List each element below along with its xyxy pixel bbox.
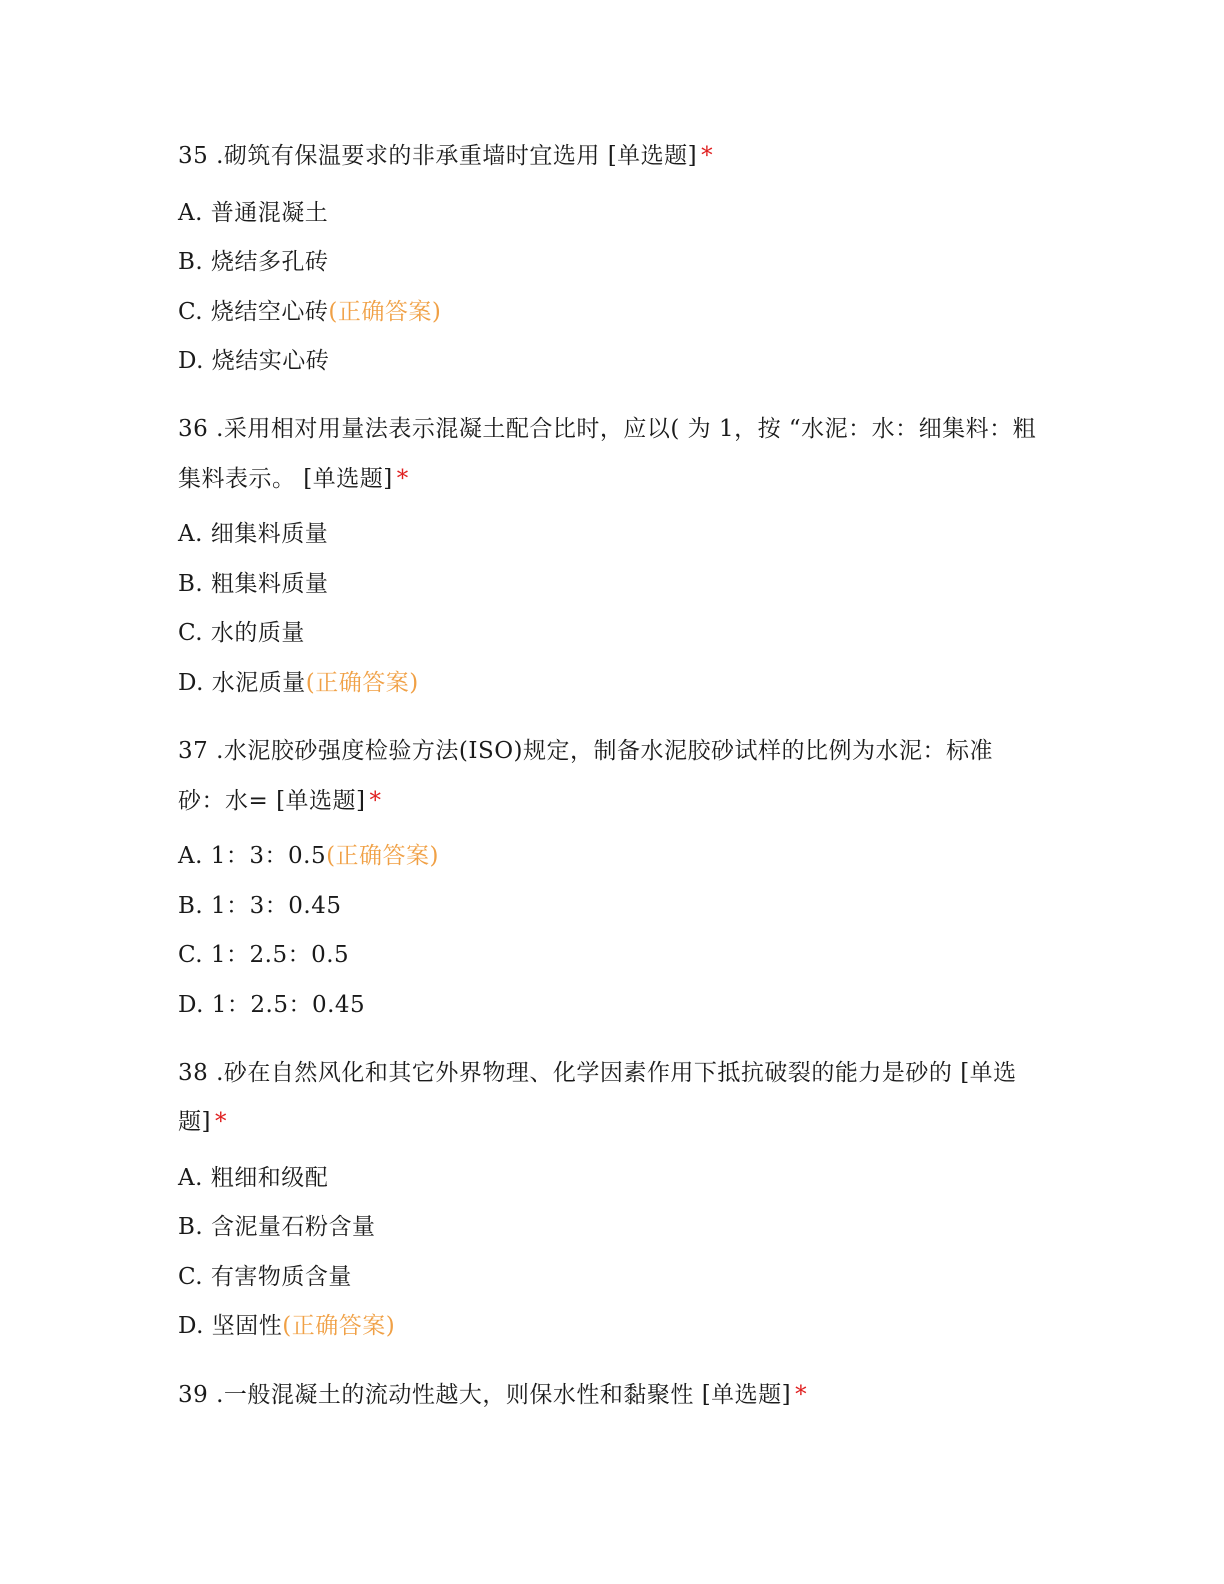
question-37-title-line2: 砂：水= [单选题] * — [178, 788, 382, 814]
question-37-option-d[interactable]: D. 1：2.5：0.45 — [178, 992, 366, 1018]
question-37-option-c[interactable]: C. 1：2.5：0.5 — [178, 942, 350, 968]
required-mark: * — [369, 788, 382, 814]
question-36-title-line1: 36 .采用相对用量法表示混凝土配合比时，应以( 为 1，按 “水泥：水：细集料：粗 — [178, 416, 1037, 442]
question-38-title-line1: 38 .砂在自然风化和其它外界物理、化学因素作用下抵抗破裂的能力是砂的 [单选 — [178, 1060, 1017, 1086]
question-35-option-a[interactable]: A. 普通混凝土 — [178, 200, 329, 226]
question-36-option-a[interactable]: A. 细集料质量 — [178, 521, 329, 547]
question-36-option-d[interactable]: D. 水泥质量(正确答案) — [178, 670, 419, 696]
correct-answer-label: (正确答案) — [282, 1313, 396, 1339]
question-37-option-a[interactable]: A. 1：3：0.5(正确答案) — [178, 843, 440, 869]
question-38-option-c[interactable]: C. 有害物质含量 — [178, 1264, 352, 1290]
question-37-title-line1: 37 .水泥胶砂强度检验方法(ISO)规定，制备水泥胶砂试样的比例为水泥：标准 — [178, 738, 994, 764]
question-35-option-c[interactable]: C. 烧结空心砖(正确答案) — [178, 299, 442, 325]
question-36-option-b[interactable]: B. 粗集料质量 — [178, 571, 329, 597]
question-37-option-b[interactable]: B. 1：3：0.45 — [178, 893, 342, 919]
required-mark: * — [701, 143, 714, 169]
question-35-option-d[interactable]: D. 烧结实心砖 — [178, 348, 330, 374]
correct-answer-label: (正确答案) — [305, 670, 419, 696]
required-mark: * — [396, 466, 409, 492]
question-36-title-line2: 集料表示。 [单选题] * — [178, 466, 409, 492]
question-38-option-b[interactable]: B. 含泥量石粉含量 — [178, 1214, 376, 1240]
question-38-option-d[interactable]: D. 坚固性(正确答案) — [178, 1313, 396, 1339]
question-38-option-a[interactable]: A. 粗细和级配 — [178, 1165, 329, 1191]
question-39-title: 39 .一般混凝土的流动性越大，则保水性和黏聚性 [单选题] * — [178, 1382, 808, 1408]
question-36-option-c[interactable]: C. 水的质量 — [178, 620, 305, 646]
question-35-title: 35 .砌筑有保温要求的非承重墙时宜选用 [单选题] * — [178, 143, 714, 169]
correct-answer-label: (正确答案) — [328, 299, 442, 325]
required-mark: * — [795, 1382, 808, 1408]
correct-answer-label: (正确答案) — [326, 843, 440, 869]
question-35-option-b[interactable]: B. 烧结多孔砖 — [178, 249, 329, 275]
required-mark: * — [214, 1109, 227, 1135]
question-38-title-line2: 题] * — [178, 1109, 227, 1135]
